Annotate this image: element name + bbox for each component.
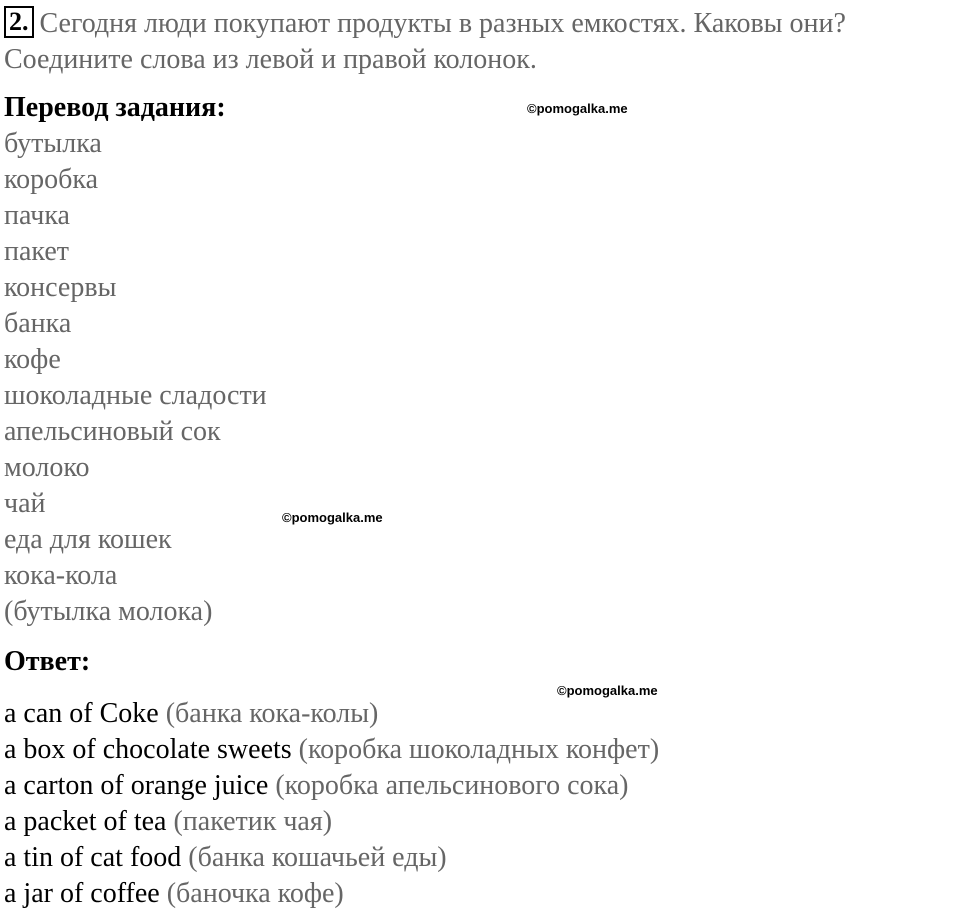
task-line-1 — [4, 6, 846, 42]
answer-english: a carton of orange juice — [4, 770, 269, 801]
task-text-2: Соедините слова из левой и правой колонок. — [4, 44, 537, 75]
word-list — [4, 126, 267, 630]
answer-item — [4, 732, 659, 768]
list-item: (бутылка молока) — [4, 596, 213, 627]
list-item: кока-кола — [4, 560, 118, 591]
answer-english: a box of chocolate sweets — [4, 734, 292, 765]
list-item: шоколадные сладости — [4, 380, 267, 411]
answer-item — [4, 840, 659, 876]
watermark: ©pomogalka.me — [557, 683, 658, 698]
answer-english: a jar of coffee — [4, 878, 160, 909]
list-item: молоко — [4, 452, 90, 483]
answer-russian: (баночка кофе) — [166, 878, 344, 909]
answer-item — [4, 696, 659, 732]
list-item: пакет — [4, 236, 69, 267]
answer-english: a can of Coke — [4, 698, 159, 729]
list-item: еда для кошек — [4, 524, 172, 555]
list-item: бутылка — [4, 128, 102, 159]
task-text-1: Сегодня люди покупают продукты в разных емкостях. Каковы они? — [39, 8, 846, 39]
list-item: коробка — [4, 164, 99, 195]
list-item: банка — [4, 308, 72, 339]
answer-russian: (банка кока-колы) — [165, 698, 379, 729]
list-item: чай — [4, 488, 46, 519]
answer-item — [4, 804, 659, 840]
watermark: ©pomogalka.me — [527, 101, 628, 116]
watermark: ©pomogalka.me — [282, 510, 383, 525]
task-number: 2. — [4, 6, 34, 38]
answer-russian: (коробка шоколадных конфет) — [298, 734, 660, 765]
answer-russian: (банка кошачьей еды) — [188, 842, 447, 873]
list-item: кофе — [4, 344, 61, 375]
answer-english: a packet of tea — [4, 806, 167, 837]
answer-russian: (пакетик чая) — [173, 806, 333, 837]
answer-heading: Ответ: — [4, 646, 91, 677]
answer-list — [4, 696, 659, 912]
list-item: консервы — [4, 272, 117, 303]
list-item: апельсиновый сок — [4, 416, 221, 447]
list-item: пачка — [4, 200, 70, 231]
answer-item — [4, 768, 659, 804]
answer-russian: (коробка апельсинового сока) — [275, 770, 629, 801]
translation-heading: Перевод задания: — [4, 92, 226, 123]
answer-english: a tin of cat food — [4, 842, 182, 873]
answer-item — [4, 876, 659, 912]
